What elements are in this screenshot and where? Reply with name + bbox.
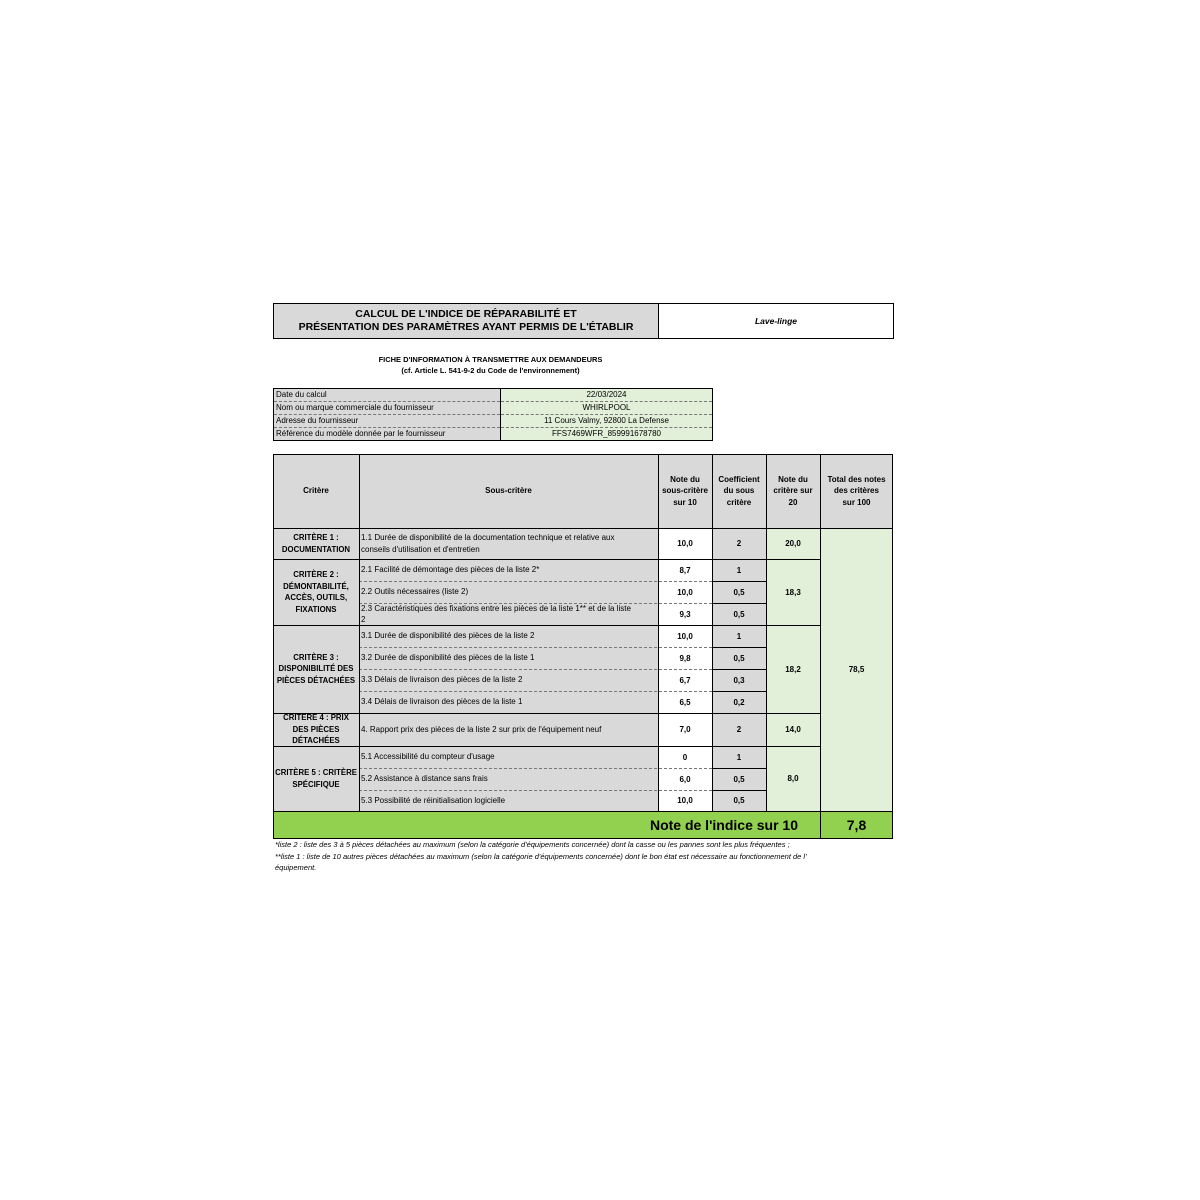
supplier-info-row [274, 389, 713, 402]
header-total-text [827, 474, 885, 509]
subcriterion-note: 6,5 [658, 691, 712, 713]
footnotes [275, 839, 895, 874]
header-coefficient-line: critère [726, 497, 752, 507]
subcriterion-note: 0 [658, 746, 712, 768]
subcriterion-note: 6,0 [658, 768, 712, 790]
supplier-info-row [274, 428, 713, 441]
header-note-sous-critere-line: Note du [670, 474, 700, 484]
subcriterion-text [361, 751, 495, 763]
criterion-name-line: CRITÈRE 1 : [293, 533, 339, 542]
subcriterion-label [359, 647, 658, 669]
subcriterion-coef: 0,5 [712, 768, 766, 790]
supplier-info-label: Référence du modèle donnée par le fournisseur [274, 428, 501, 441]
subcriterion-text [361, 532, 615, 555]
criterion-name-line: CRITÈRE 3 : [293, 652, 339, 662]
subcriterion-line: 2.3 Caractéristiques des fixations entre les pièces de la liste 1** et de la liste [361, 603, 631, 613]
subcriterion-coef: 0,5 [712, 603, 766, 625]
supplier-info-row [274, 415, 713, 428]
supplier-info-value: WHIRLPOOL [501, 402, 713, 415]
subcriterion-label [359, 669, 658, 691]
criterion-name-text [275, 767, 357, 790]
criterion-score: 8,0 [766, 746, 820, 811]
subcriterion-note: 7,0 [658, 713, 712, 746]
subcriterion-text [361, 674, 522, 686]
supplier-info-label: Adresse du fournisseur [274, 415, 501, 428]
table-rule [712, 454, 713, 811]
header-critere-text: Critère [303, 486, 329, 496]
table-rule [712, 647, 766, 648]
header-coefficient [712, 454, 766, 528]
supplier-info-value: FFS7469WFR_859991678780 [501, 428, 713, 441]
table-rule [766, 454, 767, 811]
subcriterion-coef: 0,5 [712, 581, 766, 603]
subcriterion-coef: 1 [712, 625, 766, 647]
table-rule [712, 691, 766, 692]
subcriterion-line: 5.3 Possibilité de réinitialisation logicielle [361, 795, 506, 805]
header-note-sous-critere [658, 454, 712, 528]
subcriterion-note: 10,0 [658, 528, 712, 559]
subcriterion-label [359, 603, 658, 625]
table-rule [273, 454, 893, 455]
table-rule [712, 581, 766, 582]
table-rule [712, 790, 766, 791]
criterion-name-line: DES PIÈCES [292, 724, 340, 734]
subcriterion-text [361, 564, 539, 576]
subcriterion-label [359, 713, 658, 746]
subcriterion-label [359, 790, 658, 811]
criterion-name-line: SPÉCIFIQUE [292, 779, 340, 789]
table-rule [273, 713, 820, 714]
subcriterion-label [359, 559, 658, 581]
header-critere [273, 454, 359, 528]
table-rule [359, 581, 712, 582]
table-rule [359, 691, 712, 692]
header-note-critere [766, 454, 820, 528]
subcriterion-coef: 0,5 [712, 790, 766, 811]
table-rule [273, 454, 274, 838]
header-coefficient-line: Coefficient [718, 474, 760, 484]
table-rule [359, 603, 712, 604]
criterion-name-text [277, 652, 355, 687]
supplier-info-value: 11 Cours Valmy, 92800 La Defense [501, 415, 713, 428]
subcriterion-line: 2.2 Outils nécessaires (liste 2) [361, 587, 469, 597]
subcriterion-coef: 2 [712, 528, 766, 559]
criterion-name-line: DÉTACHÉES [292, 736, 340, 746]
criterion-name-line: CRITÈRE 2 : [293, 570, 339, 579]
subcriterion-label [359, 691, 658, 713]
criterion-name [273, 746, 359, 811]
header-note-critere-line: Note du [778, 474, 808, 484]
subcriterion-line: 2 [361, 615, 366, 624]
subcriterion-line: 5.2 Assistance à distance sans frais [361, 774, 488, 784]
table-rule [712, 603, 766, 604]
criterion-name [273, 625, 359, 713]
table-rule [820, 454, 821, 838]
header-note-critere-line: critère sur [773, 486, 813, 496]
subcriterion-text [361, 586, 468, 598]
subcriterion-line: 3.3 Délais de livraison des pièces de la liste 2 [361, 675, 523, 685]
criterion-name-text [282, 532, 350, 555]
subcriterion-coef: 1 [712, 559, 766, 581]
subcriterion-label [359, 746, 658, 768]
criterion-name-line: DISPONIBILITÉ DES [278, 664, 354, 674]
criterion-name-line: FIXATIONS [295, 604, 337, 614]
subcriterion-text [361, 630, 534, 642]
subcriterion-line: 1.1 Durée de disponibilité de la documentation technique et relative aux [361, 533, 615, 542]
sheet-title-line2: PRÉSENTATION DES PARAMÈTRES AYANT PERMIS DE L'ÉTABLIR [298, 321, 634, 333]
subcriterion-coef: 1 [712, 746, 766, 768]
table-rule [892, 454, 893, 838]
subcriterion-note: 9,8 [658, 647, 712, 669]
subcriterion-text [361, 652, 534, 664]
criterion-score: 18,3 [766, 559, 820, 625]
subcriterion-coef: 0,3 [712, 669, 766, 691]
criterion-name [273, 559, 359, 625]
subcriterion-label [359, 528, 658, 559]
footnote-liste2: *liste 2 : liste des 3 à 5 pièces détachées au maximum (selon la catégorie d'équipements concernée) dont la casse ou les pannes sont les plus fréquentes ; [275, 840, 790, 849]
subcriterion-note: 6,7 [658, 669, 712, 691]
table-rule [712, 768, 766, 769]
header-note-sous-critere-line: sous-critère [662, 486, 708, 496]
criterion-name-text [283, 569, 349, 615]
subcriterion-line: 3.1 Durée de disponibilité des pièces de la liste 2 [361, 631, 535, 641]
table-rule [359, 647, 712, 648]
table-rule [273, 746, 820, 747]
subcriterion-line: conseils d'utilisation et d'entretien [361, 544, 480, 554]
criterion-name-line: ACCÈS, OUTILS, [284, 593, 348, 602]
supplier-info-label: Date du calcul [274, 389, 501, 402]
subcriterion-label [359, 581, 658, 603]
supplier-info-label: Nom ou marque commerciale du fournisseur [274, 402, 501, 415]
subcriterion-note: 10,0 [658, 790, 712, 811]
table-rule [273, 811, 893, 812]
criterion-name-line: CRITÈRE 5 : CRITÈRE [275, 768, 357, 777]
table-rule [359, 669, 712, 670]
supplier-info-table [273, 388, 713, 441]
subcriterion-line: 4. Rapport prix des pièces de la liste 2 sur prix de l'équipement neuf [361, 724, 602, 734]
criterion-score: 18,2 [766, 625, 820, 713]
header-sous-critere-text: Sous-critère [485, 486, 532, 496]
footnote-liste1-cont: équipement. [275, 863, 317, 872]
subcriterion-note: 10,0 [658, 581, 712, 603]
subcriterion-text [361, 603, 631, 625]
subcriterion-label [359, 625, 658, 647]
header-total [820, 454, 893, 528]
subcriterion-coef: 0,5 [712, 647, 766, 669]
criterion-name-line: DÉMONTABILITÉ, [283, 581, 349, 591]
table-rule [712, 669, 766, 670]
subcriterion-line: 2.1 Facilité de démontage des pièces de la liste 2* [361, 565, 540, 575]
sheet-title [274, 304, 659, 338]
supplier-info-row [274, 402, 713, 415]
fiche-line1: FICHE D'INFORMATION À TRANSMETTRE AUX DEMANDEURS [378, 355, 603, 364]
criterion-name-text [283, 713, 349, 746]
criterion-name-line: PIÈCES DÉTACHÉES [276, 675, 356, 685]
header-total-line: des critères [834, 486, 879, 496]
header-sous-critere [359, 454, 658, 528]
subcriterion-note: 9,3 [658, 603, 712, 625]
table-rule [273, 625, 820, 626]
header-note-critere-line: 20 [788, 497, 798, 507]
header-note-sous-critere-line: sur 10 [673, 497, 697, 507]
subcriterion-coef: 0,2 [712, 691, 766, 713]
supplier-info-value: 22/03/2024 [501, 389, 713, 402]
header-note-sous-critere-text [662, 474, 708, 509]
header-note-critere-text [773, 474, 812, 509]
sheet-header [273, 303, 894, 339]
sheet-title-line1: CALCUL DE L'INDICE DE RÉPARABILITÉ ET [355, 308, 577, 320]
criterion-name [273, 528, 359, 559]
final-index-label: Note de l'indice sur 10 [273, 811, 820, 838]
table-rule [273, 528, 893, 529]
subcriterion-text [361, 724, 601, 736]
subcriterion-line: 3.4 Délais de livraison des pièces de la liste 1 [361, 697, 523, 707]
criterion-name [273, 713, 359, 746]
table-rule [359, 768, 712, 769]
criterion-name-line: DOCUMENTATION [281, 544, 351, 554]
subcriterion-text [361, 773, 488, 785]
table-rule [273, 559, 820, 560]
criteria-table [273, 454, 893, 837]
header-coefficient-text [718, 474, 759, 509]
subcriterion-text [361, 795, 505, 807]
subcriterion-note: 10,0 [658, 625, 712, 647]
header-total-line: Total des notes [827, 474, 886, 484]
criterion-score: 14,0 [766, 713, 820, 746]
header-coefficient-line: du sous [723, 486, 755, 496]
subcriterion-note: 8,7 [658, 559, 712, 581]
total-score: 78,5 [820, 528, 893, 811]
table-rule [658, 454, 659, 811]
subcriterion-text [361, 696, 522, 708]
subcriterion-line: 5.1 Accessibilité du compteur d'usage [361, 752, 495, 762]
footnote-liste1: **liste 1 : liste de 10 autres pièces détachées au maximum (selon la catégorie d'équipements concernée) dont le bon état est nécessaire au fonctionnement de l' [275, 851, 807, 861]
header-total-line: sur 100 [842, 497, 871, 507]
table-rule [359, 790, 712, 791]
subcriterion-coef: 2 [712, 713, 766, 746]
fiche-subtitle [273, 354, 708, 376]
subcriterion-line: 3.2 Durée de disponibilité des pièces de la liste 1 [361, 653, 535, 663]
subcriterion-label [359, 768, 658, 790]
criterion-name-line: CRITÈRE 4 : PRIX [283, 713, 349, 723]
product-category: Lave-linge [754, 316, 798, 326]
table-rule [359, 454, 360, 811]
criterion-score: 20,0 [766, 528, 820, 559]
final-index-value: 7,8 [820, 811, 893, 838]
fiche-line2: (cf. Article L. 541-9-2 du Code de l'environnement) [401, 366, 580, 375]
